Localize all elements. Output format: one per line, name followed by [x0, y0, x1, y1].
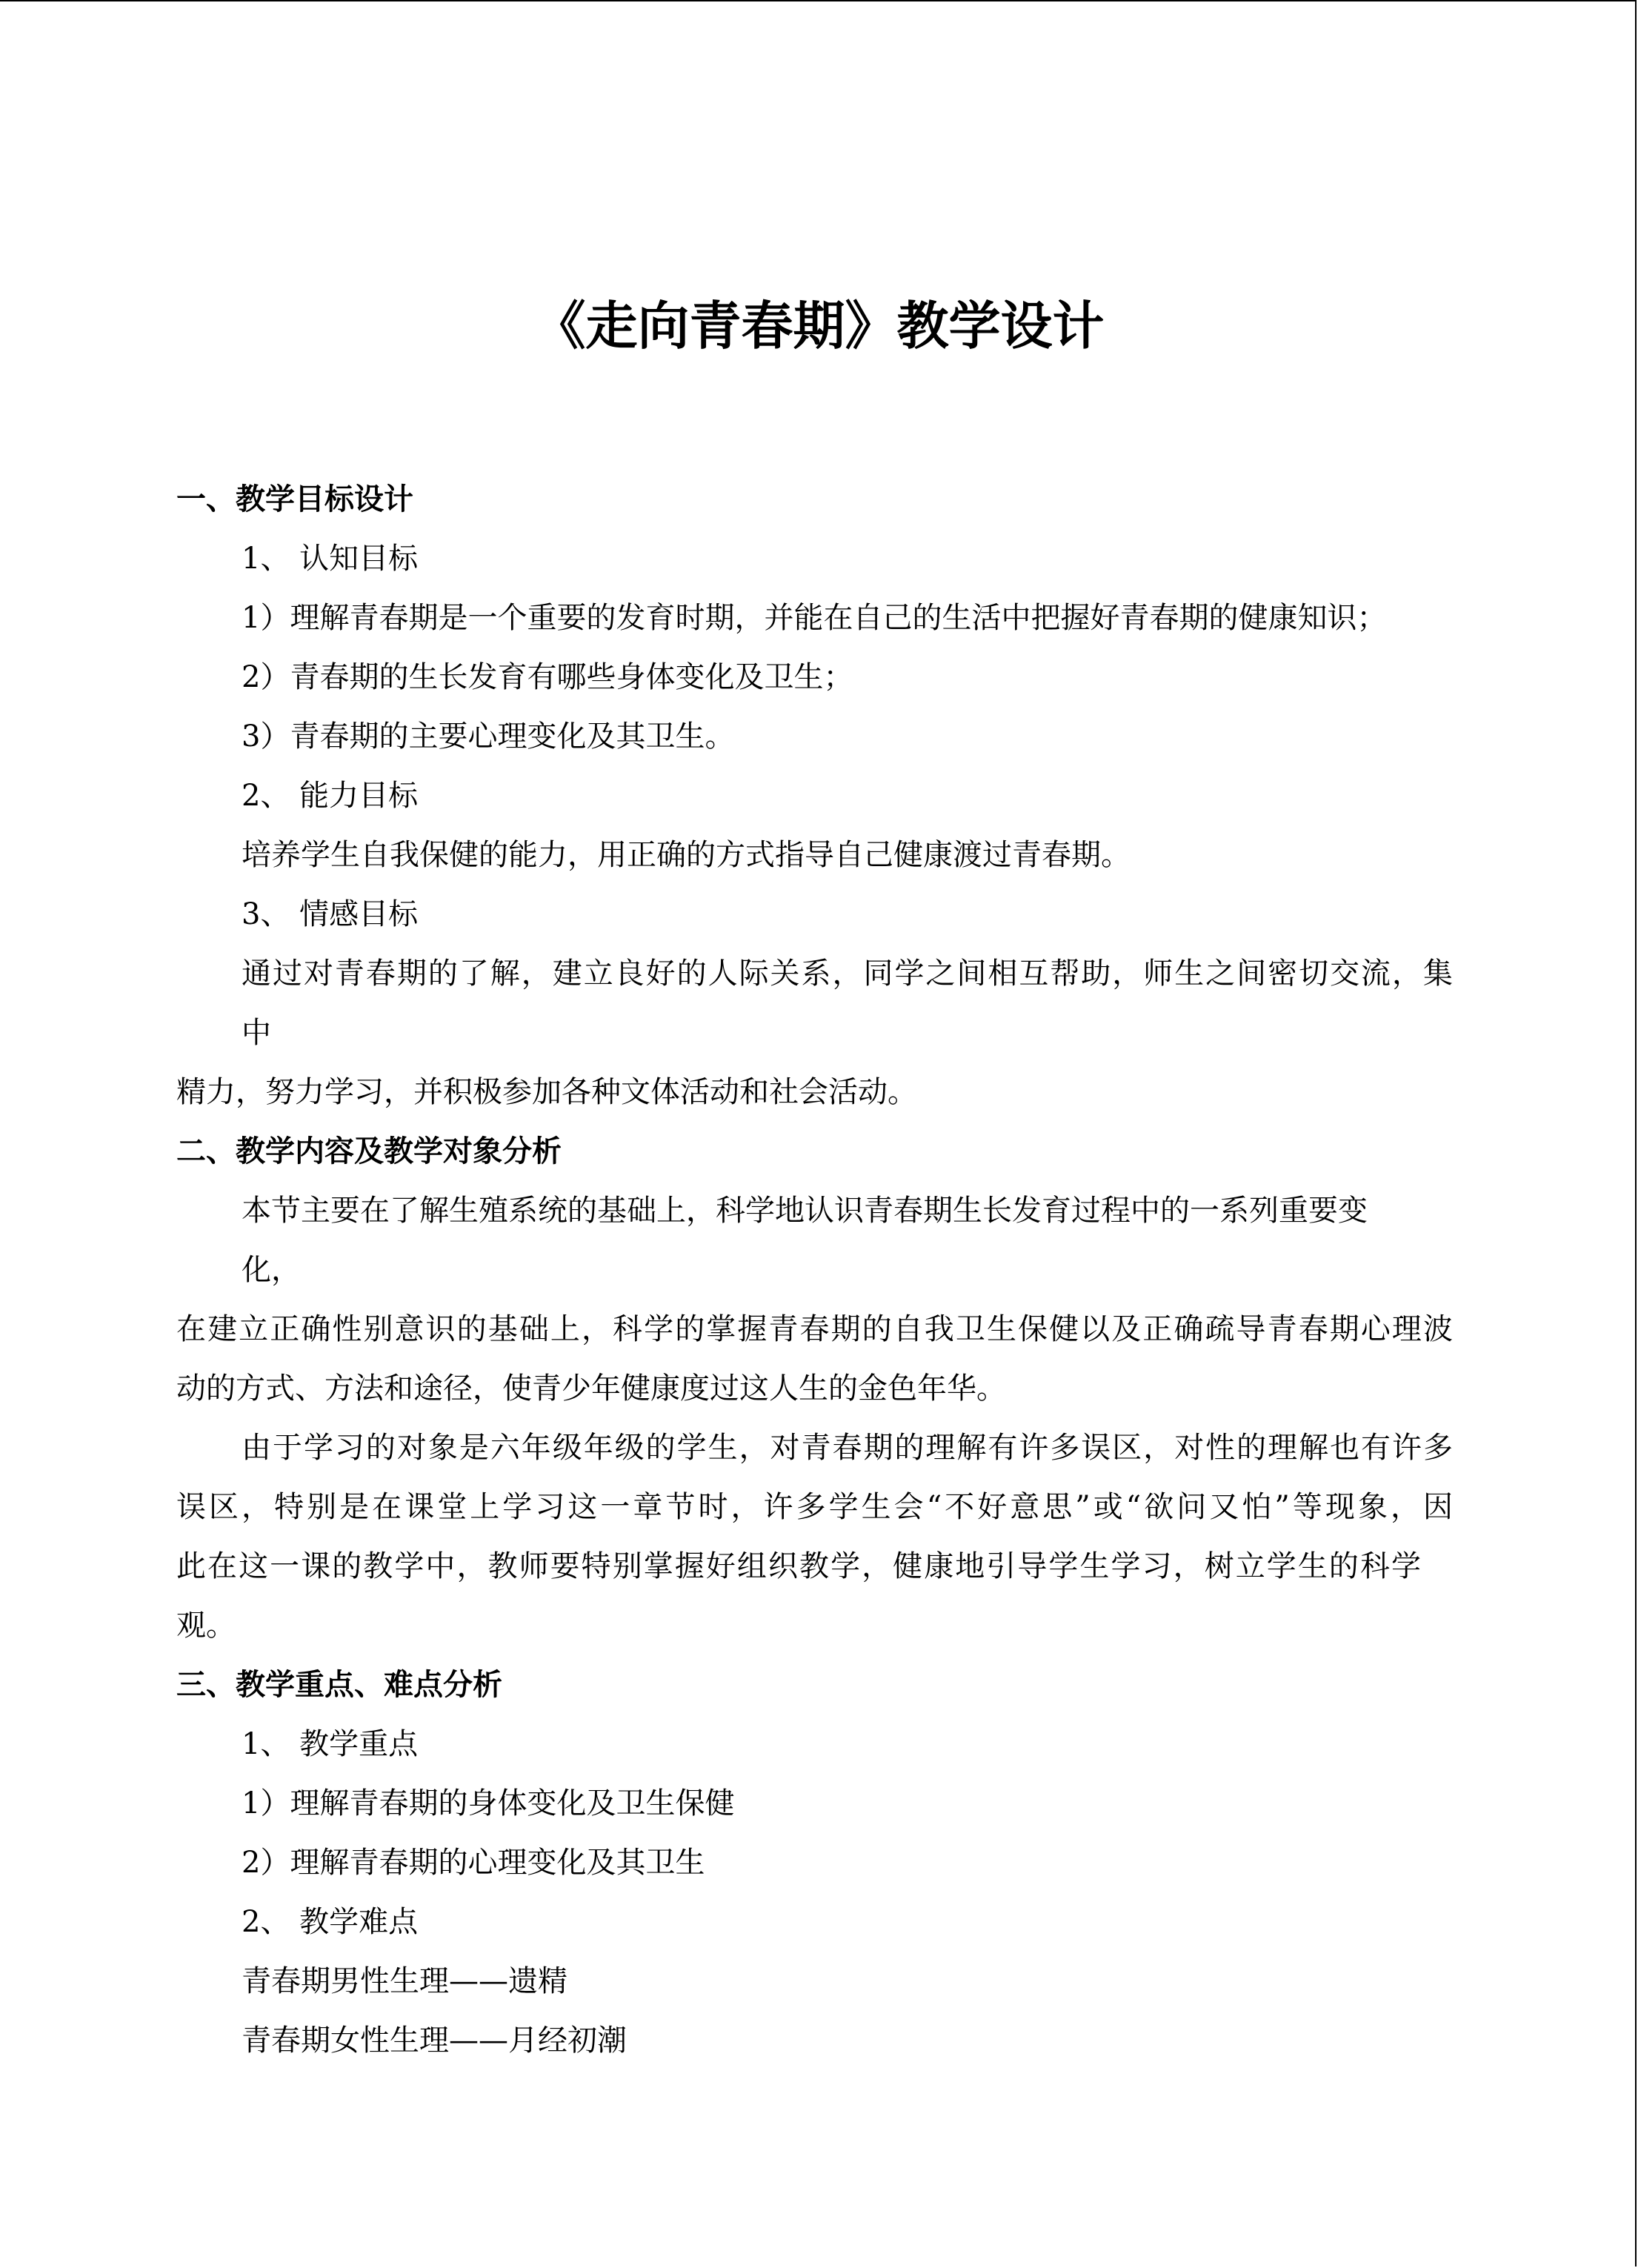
emotion-text-line-3: 精力，努力学习，并积极参加各种文体活动和社会活动。: [176, 1075, 917, 1109]
emotion-text-line-2: 中: [242, 1016, 271, 1050]
cognitive-item-2: 2）青春期的生长发育有哪些身体变化及卫生；: [242, 660, 853, 694]
subheading-difficulties: 2、 教学难点: [242, 1905, 419, 1939]
key-point-item-1: 1）理解青春期的身体变化及卫生保健: [242, 1786, 735, 1820]
content-paragraph-1-line-3: 在建立正确性别意识的基础上，科学的掌握青春期的自我卫生保健以及正确疏导青春期心理波: [176, 1312, 1453, 1346]
content-paragraph-1-line-1: 本节主要在了解生殖系统的基础上，科学地认识青春期生长发育过程中的一系列重要变: [242, 1194, 1368, 1228]
cognitive-item-3: 3）青春期的主要心理变化及其卫生。: [242, 719, 735, 754]
content-paragraph-2-line-3: 此在这一课的教学中，教师要特别掌握好组织教学，健康地引导学生学习，树立学生的科学: [176, 1549, 1421, 1583]
subheading-ability: 2、 能力目标: [242, 779, 419, 813]
document-title: 《走向青春期》教学设计: [533, 295, 1105, 356]
cognitive-item-1: 1）理解青春期是一个重要的发育时期，并能在自己的生活中把握好青春期的健康知识；: [242, 601, 1387, 635]
content-paragraph-2-line-2: 误区，特别是在课堂上学习这一章节时，许多学生会“不好意思”或“欲问又怕”等现象，因: [176, 1490, 1453, 1524]
section-heading-content-analysis: 二、教学内容及教学对象分析: [176, 1134, 562, 1168]
content-paragraph-1-line-2: 化，: [242, 1253, 301, 1287]
difficulty-item-1: 青春期男性生理——遗精: [242, 1964, 567, 1998]
difficulty-item-2: 青春期女性生理——月经初潮: [242, 2023, 627, 2058]
subheading-key-points: 1、 教学重点: [242, 1727, 419, 1761]
key-point-item-2: 2）理解青春期的心理变化及其卫生: [242, 1846, 705, 1880]
content-paragraph-1-line-4: 动的方式、方法和途径，使青少年健康度过这人生的金色年华。: [176, 1371, 1006, 1406]
emotion-text-line-1: 通过对青春期的了解，建立良好的人际关系，同学之间相互帮助，师生之间密切交流，集: [242, 957, 1453, 991]
ability-text: 培养学生自我保健的能力，用正确的方式指导自己健康渡过青春期。: [242, 838, 1131, 872]
subheading-cognitive: 1、 认知目标: [242, 542, 419, 576]
subheading-emotion: 3、 情感目标: [242, 897, 419, 931]
content-paragraph-2-line-1: 由于学习的对象是六年级年级的学生，对青春期的理解有许多误区，对性的理解也有许多: [242, 1431, 1453, 1465]
section-heading-key-points: 三、教学重点、难点分析: [176, 1667, 502, 1702]
content-paragraph-2-line-4: 观。: [176, 1609, 236, 1643]
section-heading-objectives: 一、教学目标设计: [176, 482, 413, 516]
